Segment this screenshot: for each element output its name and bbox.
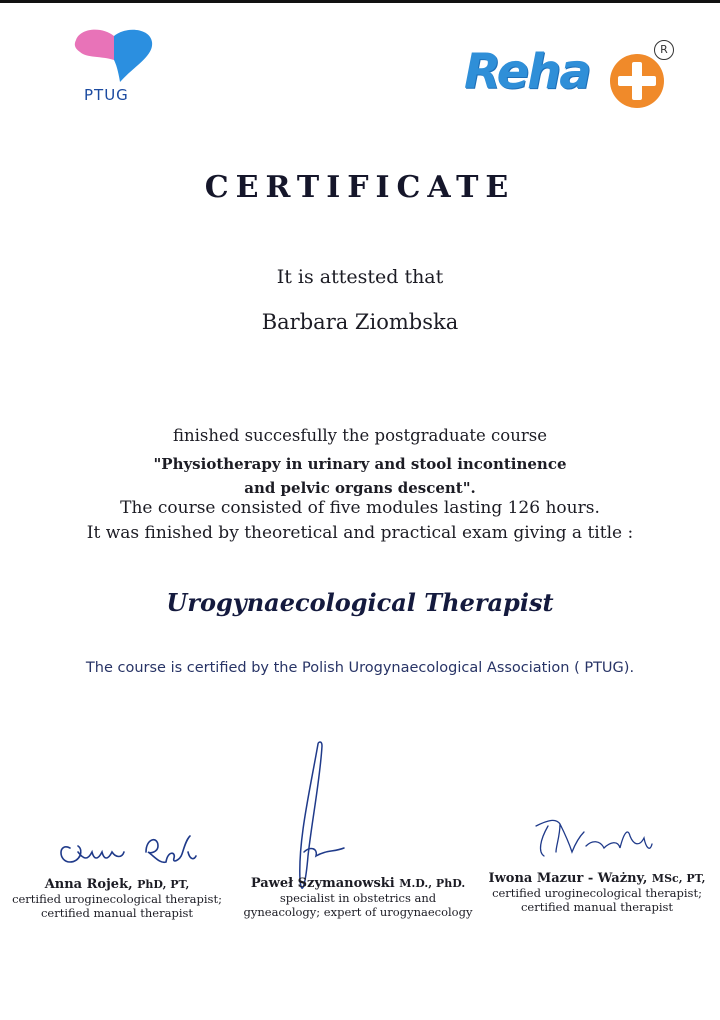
signatory-name: Paweł Szymanowski M.D., PhD. (250, 876, 466, 891)
certified-by-text: The course is certified by the Polish Urogynaecological Association ( PTUG). (85, 660, 635, 676)
signature-pawel-szymanowski (300, 742, 344, 888)
signatory-iwona-mazur (480, 871, 714, 914)
course-name-line-1: "Physiotherapy in urinary and stool incontinence (153, 455, 567, 473)
registered-mark: R (654, 40, 674, 60)
attested-text: It is attested that (276, 266, 444, 288)
modules-text: The course consisted of five modules lasting 126 hours. (120, 498, 600, 518)
signatory-desc-1: certified uroginecological therapist; (492, 886, 702, 900)
certificate-title: CERTIFICATE (204, 170, 516, 205)
signatory-anna-rojek (8, 877, 226, 920)
signatory-desc-2: gyneacology; expert of urogynaecology (243, 905, 473, 919)
signatory-name: Iwona Mazur - Ważny, MSc, PT, (488, 871, 706, 886)
signature-anna-rojek (61, 836, 196, 862)
signatory-desc-1: certified uroginecological therapist; (12, 892, 222, 906)
course-name-line-2: and pelvic organs descent". (244, 479, 476, 497)
awarded-title: Urogynaecological Therapist (166, 588, 554, 617)
recipient-name: Barbara Ziombska (261, 310, 459, 334)
signatory-desc-2: certified manual therapist (40, 906, 194, 920)
finished-text: finished succesfully the postgraduate course (173, 426, 547, 445)
exam-text: It was finished by theoretical and practical exam giving a title : (86, 523, 634, 543)
signatory-name: Anna Rojek, PhD, PT, (44, 877, 190, 892)
signatory-pawel-szymanowski (236, 876, 480, 919)
ptug-logo-text: PTUG (84, 86, 129, 104)
signatory-desc-2: certified manual therapist (520, 900, 674, 914)
reha-logo-text: Reha (464, 44, 590, 100)
signatory-desc-1: specialist in obstetrics and (279, 891, 437, 905)
signature-iwona-mazur (536, 820, 652, 856)
